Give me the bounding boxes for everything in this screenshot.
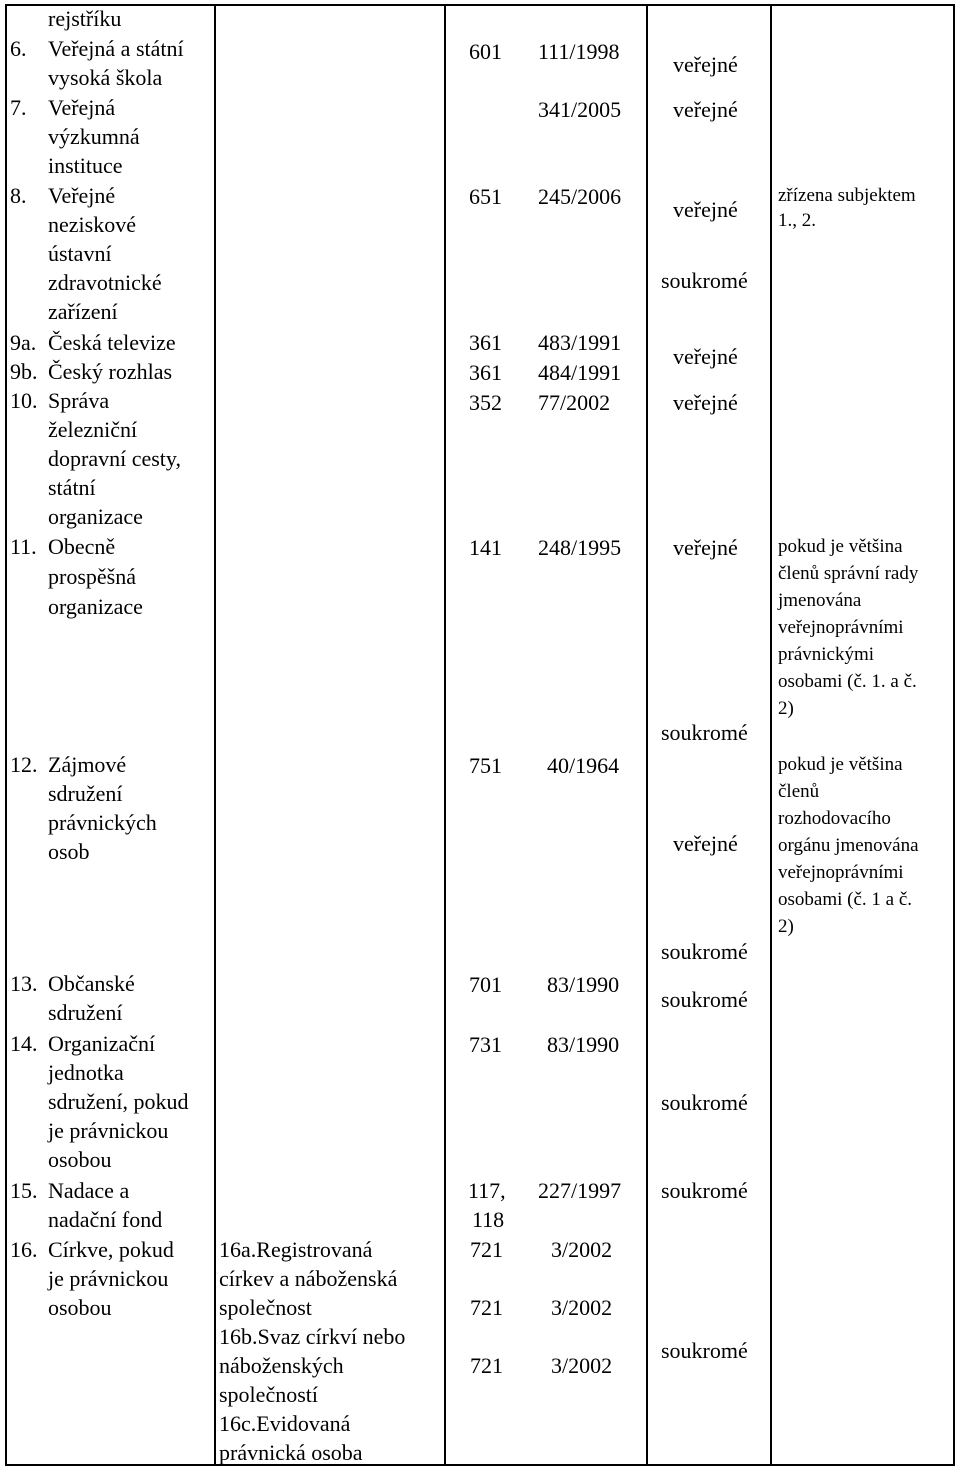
law-cell: 245/2006 bbox=[538, 184, 622, 209]
row-label-line: jednotka bbox=[48, 1060, 124, 1085]
row-label-line: Občanské bbox=[48, 971, 135, 996]
law-cell: 83/1990 bbox=[547, 972, 620, 997]
subtype-line: církev a náboženská bbox=[219, 1266, 398, 1291]
note-line: pokud je většina bbox=[778, 754, 903, 775]
table-border-top bbox=[5, 4, 955, 6]
row-label-line: osob bbox=[48, 839, 90, 864]
row-label-line: instituce bbox=[48, 153, 123, 178]
row-number: 16. bbox=[10, 1237, 38, 1262]
row-number: 15. bbox=[10, 1178, 38, 1203]
law-cell: 3/2002 bbox=[551, 1353, 613, 1378]
row-number: 9b. bbox=[10, 359, 38, 384]
type-cell: soukromé bbox=[661, 987, 748, 1012]
law-cell: 341/2005 bbox=[538, 97, 622, 122]
row-label-line: osobou bbox=[48, 1147, 112, 1172]
note-line: 2) bbox=[778, 916, 794, 937]
row-label-line: právnických bbox=[48, 810, 157, 835]
law-cell: 248/1995 bbox=[538, 535, 622, 560]
code-cell: 721 bbox=[470, 1237, 503, 1262]
row-label-line: organizace bbox=[48, 504, 143, 529]
law-cell: 83/1990 bbox=[547, 1032, 620, 1057]
row-label-line: osobou bbox=[48, 1295, 112, 1320]
subtype-line: právnická osoba bbox=[219, 1440, 363, 1465]
note-line: členů správní rady bbox=[778, 563, 919, 584]
law-cell: 483/1991 bbox=[538, 330, 622, 355]
row-label-line: Česká televize bbox=[48, 330, 176, 355]
note-line: zřízena subjektem bbox=[778, 185, 916, 206]
note-line: osobami (č. 1. a č. bbox=[778, 671, 917, 692]
law-cell: 227/1997 bbox=[538, 1178, 622, 1203]
subtype-line: 16b.Svaz církví nebo bbox=[219, 1324, 406, 1349]
type-cell: soukromé bbox=[661, 1090, 748, 1115]
table-border-right bbox=[953, 4, 955, 1466]
row-label-line: dopravní cesty, bbox=[48, 446, 181, 471]
code-cell: 361 bbox=[469, 360, 502, 385]
row-number: 8. bbox=[10, 183, 27, 208]
row-number: 10. bbox=[10, 388, 38, 413]
row-label-line: Zájmové bbox=[48, 752, 127, 777]
row-label-line: zařízení bbox=[48, 299, 118, 324]
table-border-left bbox=[5, 4, 7, 1466]
column-divider bbox=[770, 4, 772, 1466]
subtype-line: 16a.Registrovaná bbox=[219, 1237, 373, 1262]
code-cell: 361 bbox=[469, 330, 502, 355]
row-label-line: nadační fond bbox=[48, 1207, 163, 1232]
type-cell: veřejné bbox=[673, 52, 738, 77]
subtype-line: 16c.Evidovaná bbox=[219, 1411, 351, 1436]
law-cell: 111/1998 bbox=[538, 39, 620, 64]
code-cell: 601 bbox=[469, 39, 502, 64]
note-line: osobami (č. 1 a č. bbox=[778, 889, 913, 910]
note-line: 1., 2. bbox=[778, 210, 816, 231]
row-label-line: výzkumná bbox=[48, 124, 140, 149]
type-cell: soukromé bbox=[661, 1338, 748, 1363]
code-cell: 118 bbox=[472, 1207, 505, 1232]
row-label-line: Obecně bbox=[48, 534, 116, 559]
row-number: 6. bbox=[10, 36, 27, 61]
subtype-line: náboženských bbox=[219, 1353, 344, 1378]
note-line: právnickými bbox=[778, 644, 875, 665]
row-label-line: vysoká škola bbox=[48, 65, 163, 90]
type-cell: soukromé bbox=[661, 268, 748, 293]
type-cell: veřejné bbox=[673, 831, 738, 856]
column-divider bbox=[444, 4, 446, 1466]
code-cell: 751 bbox=[469, 753, 502, 778]
row-label-line: Veřejné bbox=[48, 183, 116, 208]
code-cell: 141 bbox=[469, 535, 502, 560]
note-line: jmenována bbox=[778, 590, 862, 611]
row-label-line: Církve, pokud bbox=[48, 1237, 174, 1262]
row-label-line: ústavní bbox=[48, 241, 112, 266]
code-cell: 721 bbox=[470, 1353, 503, 1378]
row-label-line: prospěšná bbox=[48, 564, 136, 589]
row-label-line: je právnickou bbox=[48, 1118, 169, 1143]
column-divider bbox=[214, 4, 216, 1466]
type-cell: veřejné bbox=[673, 97, 738, 122]
row-label-line: je právnickou bbox=[48, 1266, 169, 1291]
row-number: 14. bbox=[10, 1031, 38, 1056]
row-label-line: neziskové bbox=[48, 212, 136, 237]
type-cell: soukromé bbox=[661, 1178, 748, 1203]
type-cell: veřejné bbox=[673, 535, 738, 560]
row-number: 9a. bbox=[10, 330, 37, 355]
law-cell: 3/2002 bbox=[551, 1237, 613, 1262]
row-label-line: organizace bbox=[48, 594, 143, 619]
column-divider bbox=[646, 4, 648, 1466]
note-line: členů bbox=[778, 781, 820, 802]
row-number: 12. bbox=[10, 752, 38, 777]
note-line: orgánu jmenována bbox=[778, 835, 919, 856]
note-line: veřejnoprávními bbox=[778, 862, 904, 883]
row-label-line: Český rozhlas bbox=[48, 359, 173, 384]
code-cell: 701 bbox=[469, 972, 502, 997]
type-cell: soukromé bbox=[661, 720, 748, 745]
code-cell: 651 bbox=[469, 184, 502, 209]
row-label-line: Veřejná bbox=[48, 95, 116, 120]
type-cell: veřejné bbox=[673, 197, 738, 222]
note-line: veřejnoprávními bbox=[778, 617, 904, 638]
subtype-line: společnost bbox=[219, 1295, 312, 1320]
subtype-line: společností bbox=[219, 1382, 318, 1407]
row-number: 13. bbox=[10, 971, 38, 996]
row-label-line: Veřejná a státní bbox=[48, 36, 184, 61]
row-number: 11. bbox=[10, 534, 37, 559]
note-line: rozhodovacího bbox=[778, 808, 891, 829]
row-label-line: sdružení, pokud bbox=[48, 1089, 189, 1114]
type-cell: soukromé bbox=[661, 939, 748, 964]
row-label-line: státní bbox=[48, 475, 96, 500]
row-label-line: sdružení bbox=[48, 1000, 123, 1025]
code-cell: 352 bbox=[469, 390, 502, 415]
code-cell: 721 bbox=[470, 1295, 503, 1320]
law-cell: 77/2002 bbox=[538, 390, 611, 415]
type-cell: veřejné bbox=[673, 390, 738, 415]
note-line: 2) bbox=[778, 698, 794, 719]
row-number: 7. bbox=[10, 95, 27, 120]
row-label-line: Nadace a bbox=[48, 1178, 130, 1203]
code-cell: 117, bbox=[468, 1178, 506, 1203]
table-border-bottom bbox=[5, 1464, 955, 1466]
row-label-line: Organizační bbox=[48, 1031, 156, 1056]
note-line: pokud je většina bbox=[778, 536, 903, 557]
row-label-line: sdružení bbox=[48, 781, 123, 806]
row-label-line: železniční bbox=[48, 417, 138, 442]
type-cell: veřejné bbox=[673, 344, 738, 369]
row-label-line: Správa bbox=[48, 388, 110, 413]
law-cell: 484/1991 bbox=[538, 360, 622, 385]
law-cell: 3/2002 bbox=[551, 1295, 613, 1320]
code-cell: 731 bbox=[469, 1032, 502, 1057]
row-label-line: zdravotnické bbox=[48, 270, 162, 295]
law-cell: 40/1964 bbox=[547, 753, 620, 778]
row-label-line: rejstříku bbox=[48, 6, 122, 31]
